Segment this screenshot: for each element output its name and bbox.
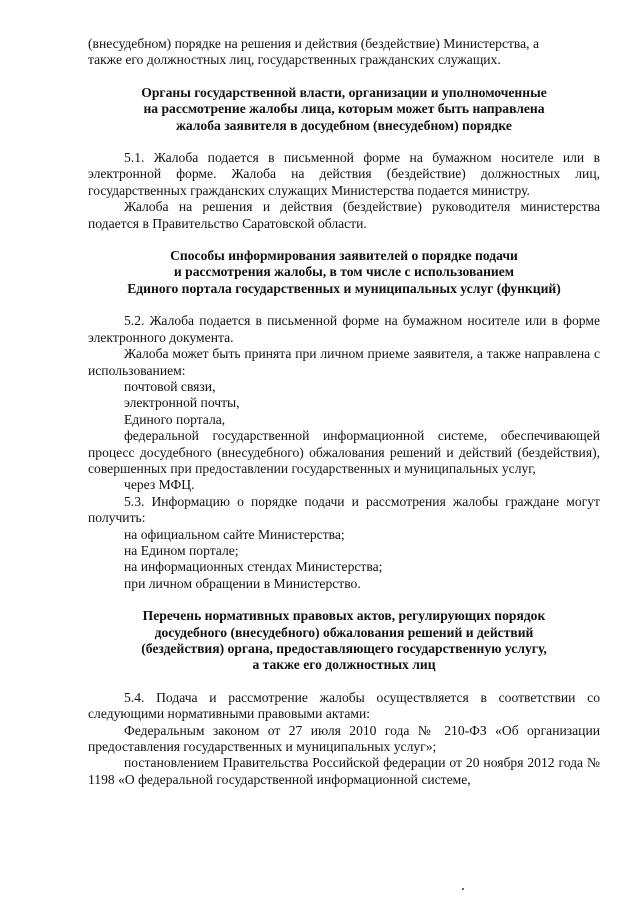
heading-3-line-3: (бездействия) органа, предоставляющего государственную услугу, <box>141 641 547 656</box>
document-page <box>88 36 600 788</box>
heading-2-line-2: и рассмотрения жалобы, в том числе с использованием <box>173 264 515 280</box>
intro-line-2: также его должностных лиц, государственных гражданских служащих. <box>88 52 501 68</box>
heading-2-line-3: Единого портала государственных и муниципальных услуг (функций) <box>127 280 561 296</box>
paragraph-5-1-b: Жалоба на решения и действия (бездействие) руководителя министерства подается в Правительство Саратовской области. <box>88 199 600 231</box>
list-item: при личном обращении в Министерство. <box>124 575 361 591</box>
list-item: электронной почты, <box>124 395 240 411</box>
paragraph-5-2-b: Жалоба может быть принята при личном приеме заявителя, а также направлена с использованием: <box>88 346 600 378</box>
paragraph-5-4-c: постановлением Правительства Российской федерации от 20 ноября 2012 года № 1198 «О федеральной государственной информационной системе, <box>88 755 600 787</box>
intro-line-1: (внесудебном) порядке на решения и действия (бездействие) Министерства, а <box>88 36 540 51</box>
paragraph-5-3: 5.3. Информацию о порядке подачи и рассмотрения жалобы граждане могут получить: <box>88 493 600 526</box>
paragraph-5-2-c: федеральной государственной информационной системе, обеспечивающей процесс досудебного (внесудебного) обжалования решений и действий (бездействия), совершенных при предоставлении государственных и муниципальных услуг, <box>88 428 600 476</box>
list-item: почтовой связи, <box>124 378 216 394</box>
heading-3-line-4: а также его должностных лиц <box>252 657 436 673</box>
scan-speck <box>462 888 464 890</box>
list-item: на информационных стендах Министерства; <box>124 559 383 575</box>
paragraph-5-4: 5.4. Подача и рассмотрение жалобы осуществляется в соответствии со следующими нормативными правовыми актами: <box>88 689 600 722</box>
heading-2-line-1: Способы информирования заявителей о порядке подачи <box>170 248 518 264</box>
list-item: на Едином портале; <box>124 542 239 558</box>
list-item: через МФЦ. <box>124 477 195 493</box>
heading-3-line-1: Перечень нормативных правовых актов, регулирующих порядок <box>142 608 546 624</box>
paragraph-5-2: 5.2. Жалоба подается в письменной форме на бумажном носителе или в форме электронного документа. <box>88 313 600 345</box>
list-item: на официальном сайте Министерства; <box>124 526 345 542</box>
heading-1-line-3: жалоба заявителя в досудебном (внесудебном) порядке <box>176 117 512 133</box>
heading-1-line-1: Органы государственной власти, организации и уполномоченные <box>141 84 547 100</box>
paragraph-5-4-b: Федеральным законом от 27 июля 2010 года № 210-ФЗ «Об организации предоставления государственных и муниципальных услуг»; <box>88 722 600 755</box>
paragraph-5-1: 5.1. Жалоба подается в письменной форме на бумажном носителе или в электронной форме. Жалоба на действия (бездействие) должностных лиц, государственных гражданских служащих Министерства подается министру. <box>88 150 600 198</box>
list-item: Единого портала, <box>124 411 226 427</box>
heading-1-line-2: на рассмотрение жалобы лица, которым может быть направлена <box>143 101 545 117</box>
heading-3-line-2: досудебного (внесудебного) обжалования решений и действий <box>154 624 534 640</box>
